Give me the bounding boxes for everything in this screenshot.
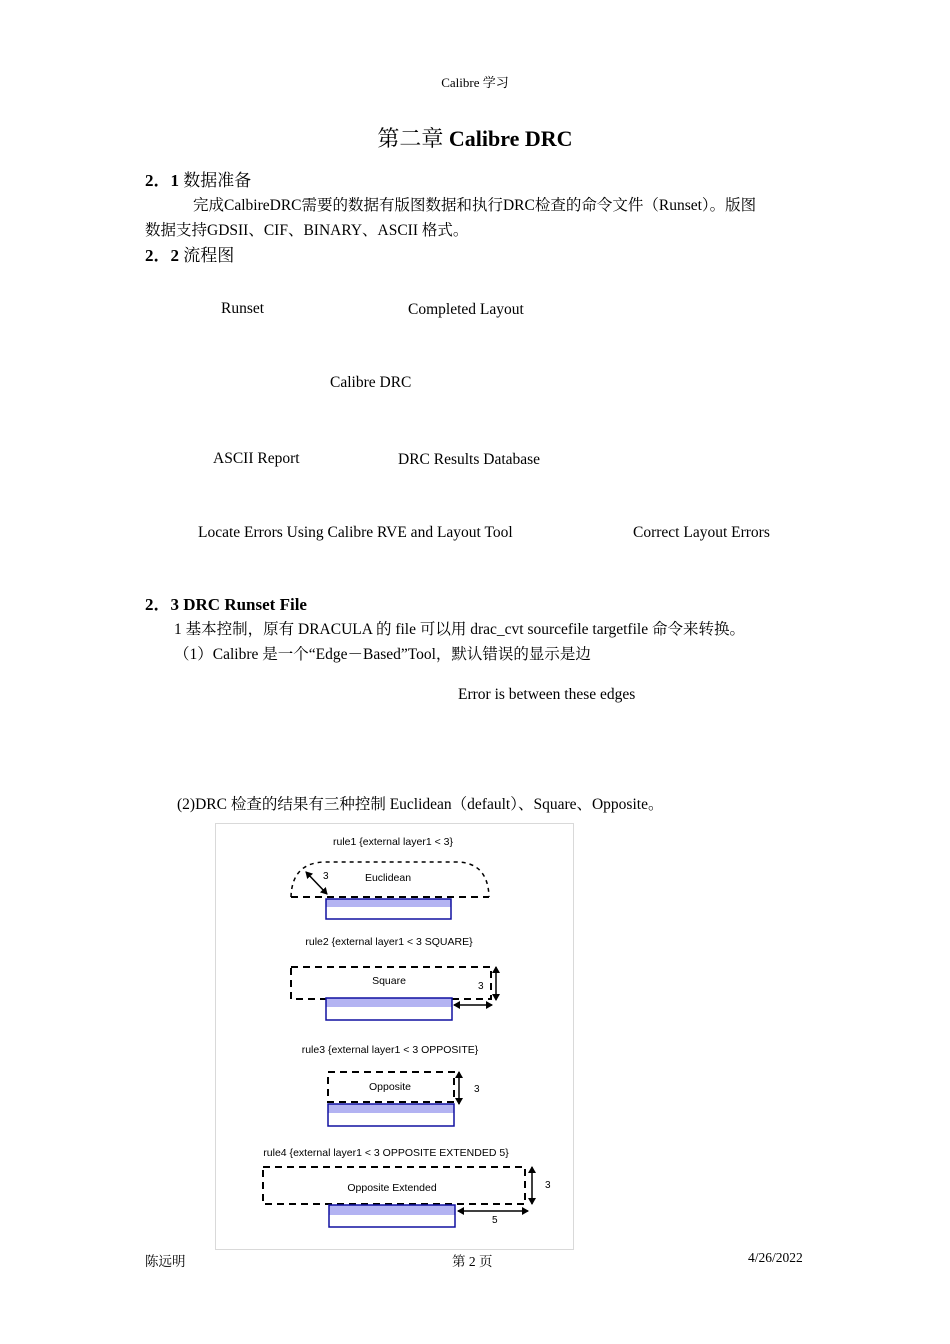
rule1-dimension: 3: [323, 871, 329, 882]
rule3-dimension: 3: [474, 1084, 480, 1095]
flow-ascii-report: ASCII Report: [213, 450, 300, 467]
page-header: Calibre 学习: [441, 75, 509, 90]
rule4-box-label: Opposite Extended: [347, 1182, 437, 1194]
section-2-heading: [145, 241, 234, 266]
section-3-line-1: 1 基本控制，原有 DRACULA 的 file 可以用 drac_cvt sourcefile targetfile 命令来转换。: [174, 621, 745, 638]
rule1-layer-fill: [326, 899, 451, 907]
flow-locate-errors: Locate Errors Using Calibre RVE and Layout Tool: [198, 524, 513, 541]
rule3-box-label: Opposite: [368, 1081, 412, 1093]
rule1-box-label: Euclidean: [364, 872, 412, 884]
section-3-title: DRC Runset File: [183, 595, 307, 614]
footer-author: 陈远明: [145, 1254, 186, 1269]
section-1-heading: [145, 166, 251, 191]
section-1-paragraph-line-2: 数据支持GDSII、CIF、BINARY、ASCII 格式。: [145, 222, 469, 239]
drc-rules-figure: [215, 823, 574, 1250]
rule1-label: rule1 {external layer1 < 3}: [333, 836, 453, 848]
chapter-title-prefix: 第二章: [377, 126, 449, 151]
section-3-heading: [145, 590, 307, 615]
flow-completed-layout: Completed Layout: [408, 301, 524, 318]
section-1-number: 2．1: [145, 171, 179, 190]
flow-calibre-drc: Calibre DRC: [330, 374, 412, 391]
rule4-layer-fill: [329, 1205, 455, 1215]
section-3-line-3: (2)DRC 检查的结果有三种控制 Euclidean（default）、Square、Opposite。: [177, 796, 664, 813]
flow-correct-layout-errors: Correct Layout Errors: [633, 524, 770, 541]
chapter-title: [0, 122, 950, 153]
rule3-label: rule3 {external layer1 < 3 OPPOSITE}: [301, 1044, 479, 1056]
section-2-number: 2．2: [145, 246, 179, 265]
section-1-paragraph-line-1: 完成CalbireDRC需要的数据有版图数据和执行DRC检查的命令文件（Runset）。版图: [193, 197, 757, 214]
rule2-box-label: Square: [372, 975, 406, 987]
rule2-label: rule2 {external layer1 < 3 SQUARE}: [305, 936, 473, 948]
rule2-layer-fill: [326, 998, 452, 1007]
rule3-layer-fill: [328, 1104, 454, 1113]
edge-error-note: Error is between these edges: [458, 686, 636, 703]
rule4-dimension-vertical: 3: [545, 1180, 551, 1191]
drc-rules-diagram: [216, 824, 573, 1249]
chapter-title-main: Calibre DRC: [448, 126, 573, 151]
section-3-line-2: （1）Calibre 是一个“Edge－Based”Tool，默认错误的显示是边: [174, 646, 591, 663]
flow-drc-results-database: DRC Results Database: [398, 451, 541, 468]
flow-runset: Runset: [221, 300, 265, 317]
rule4-dimension-horizontal: 5: [492, 1215, 498, 1226]
section-2-title: 流程图: [183, 246, 235, 265]
footer-date: 4/26/2022: [748, 1250, 803, 1265]
rule2-dimension: 3: [478, 981, 484, 992]
section-1-title: 数据准备: [183, 171, 252, 190]
footer-page-number: 第 2 页: [452, 1254, 493, 1269]
section-3-number: 2．3: [145, 595, 179, 614]
rule4-label: rule4 {external layer1 < 3 OPPOSITE EXTENDED 5}: [263, 1147, 509, 1159]
